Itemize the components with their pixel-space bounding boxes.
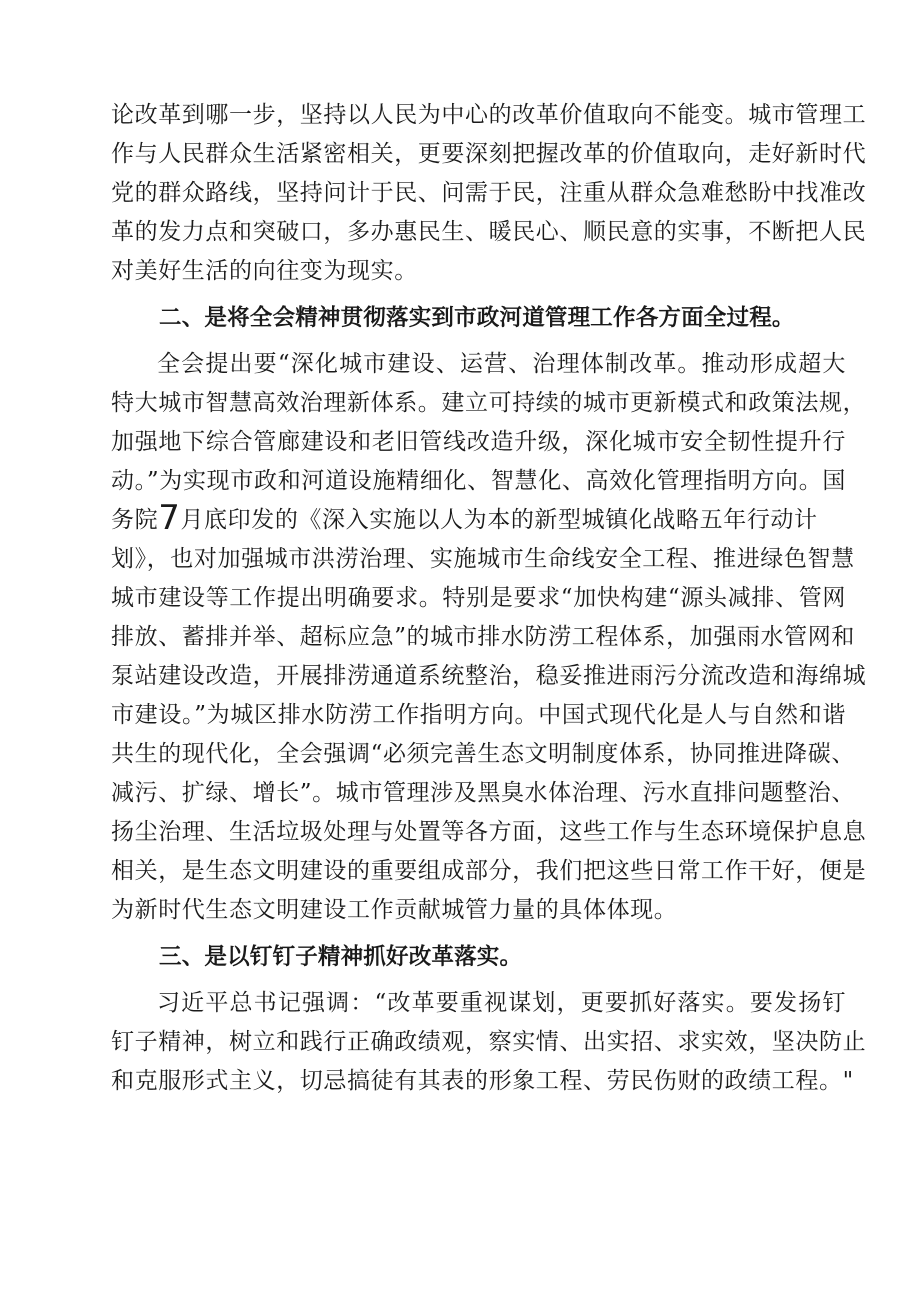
- text-line: 钉子精神，树立和践行正确政绩观，察实情、出实招、求实效，坚决防止: [111, 1029, 867, 1055]
- text-line: 扬尘治理、生活垃圾处理与处置等各方面，这些工作与生态环境保护息息: [111, 819, 867, 845]
- section-heading-2: 二、是将全会精神贯彻落实到市政河道管理工作各方面全过程。: [159, 305, 795, 331]
- paragraph-2: [111, 345, 867, 930]
- text-line: 相关，是生态文明建设的重要组成部分，我们把这些日常工作干好，便是: [111, 858, 867, 884]
- text-line: 加强地下综合管廊建设和老旧管线改造升级，深化城市安全韧性提升行: [111, 429, 846, 455]
- section-heading-3: 三、是以钉钉子精神抓好改革落实。: [159, 944, 523, 970]
- text-line: 全会提出要“深化城市建设、运营、治理体制改革。推动形成超大: [157, 351, 846, 377]
- text-line: 减污、扩绿、增长”。城市管理涉及黑臭水体治理、污水直排问题整治、: [111, 780, 855, 806]
- text-segment: 月底印发的《深入实施以人为本的新型城镇化战略五年行动计: [180, 507, 818, 533]
- text-line: 城市建设等工作提出明确要求。特别是要求“加快构建“源头减排、管网: [111, 585, 846, 611]
- text-segment: 务院: [111, 507, 159, 533]
- document-body: [111, 96, 867, 1101]
- text-line: 排放、蓄排并举、超标应急”的城市排水防涝工程体系，加强雨水管网和: [111, 624, 855, 650]
- paragraph-3: [111, 984, 867, 1101]
- month-number: 7: [158, 498, 181, 538]
- text-line: 党的群众路线，坚持问计于民、问需于民，注重从群众急难愁盼中找准改: [111, 180, 867, 206]
- text-line: 泵站建设改造，开展排涝通道系统整治，稳妥推进雨污分流改造和海绵城: [111, 663, 867, 689]
- text-line: 特大城市智慧高效治理新体系。建立可持续的城市更新模式和政策法规，: [111, 390, 867, 416]
- text-line: 论改革到哪一步，坚持以人民为中心的改革价值取向不能变。城市管理工: [111, 102, 867, 128]
- text-line: 共生的现代化，全会强调“必须完善生态文明制度体系，协同推进降碳、: [111, 741, 855, 767]
- text-line: 习近平总书记强调：“改革要重视谋划，更要抓好落实。要发扬钉: [157, 990, 846, 1016]
- text-line: [111, 498, 846, 540]
- text-line: 作与人民群众生活紧密相关，更要深刻把握改革的价值取向，走好新时代: [111, 141, 867, 167]
- text-line: 市建设。”为城区排水防涝工作指明方向。中国式现代化是人与自然和谐: [111, 702, 846, 728]
- paragraph-1: [111, 96, 867, 291]
- text-line: 动。”为实现市政和河道设施精细化、智慧化、高效化管理指明方向。国: [111, 468, 846, 494]
- text-line: 和克服形式主义，切忌搞徒有其表的形象工程、劳民伤财的政绩工程。": [111, 1068, 854, 1094]
- text-line: 革的发力点和突破口，多办惠民生、暖民心、顺民意的实事，不断把人民: [111, 219, 867, 245]
- text-line: 对美好生活的向往变为现实。: [111, 258, 418, 284]
- text-line: 划》，也对加强城市洪涝治理、实施城市生命线安全工程、推进绿色智慧: [111, 546, 855, 572]
- text-line: 为新时代生态文明建设工作贡献城管力量的具体体现。: [111, 897, 678, 923]
